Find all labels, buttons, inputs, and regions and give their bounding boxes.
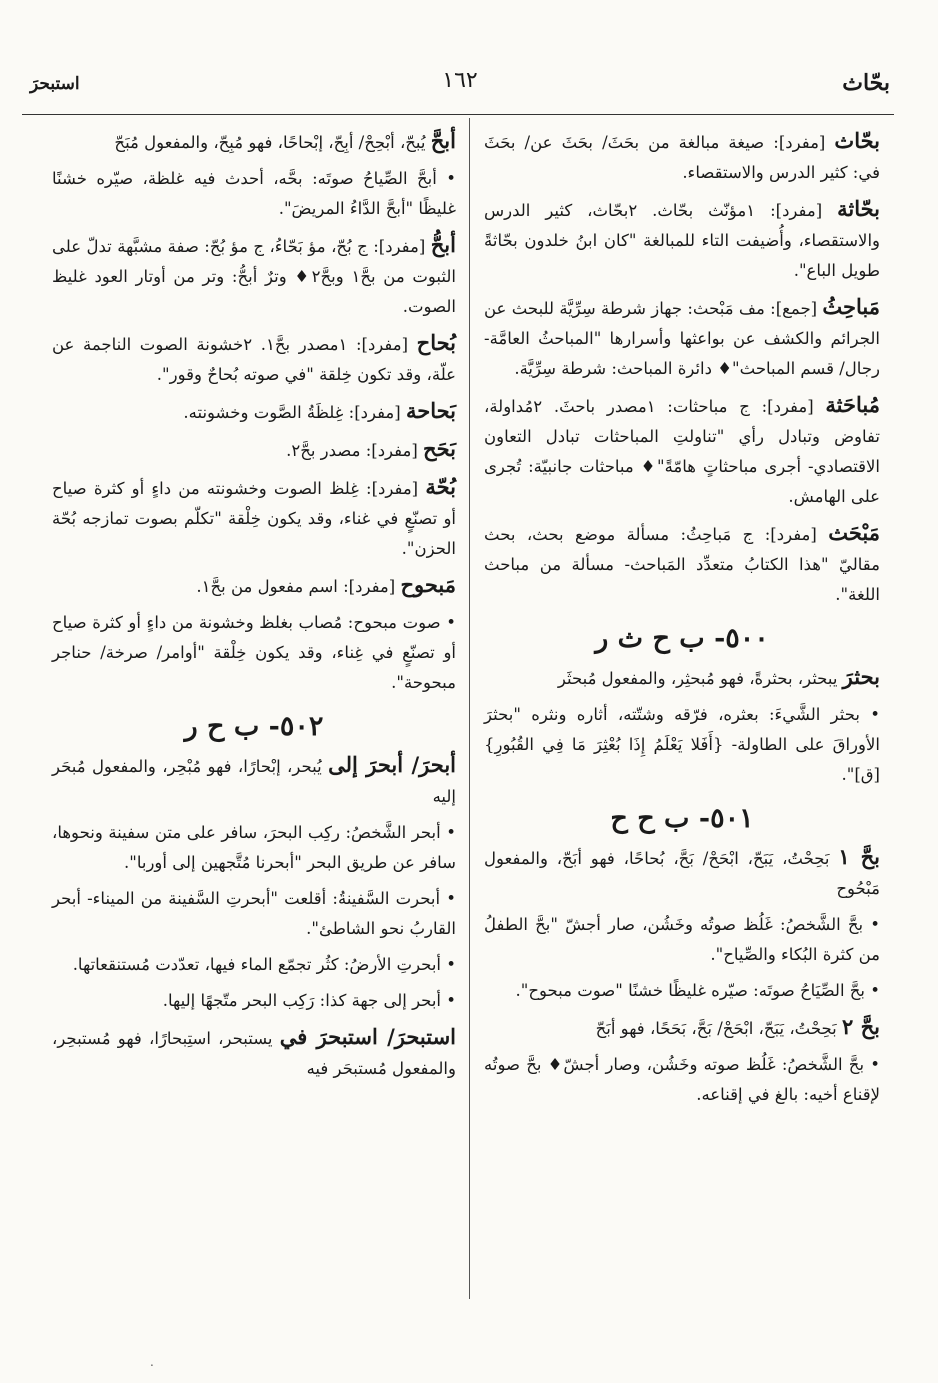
entry-definition: بَحِحْتُ، يَبَحّ، ابْحَحْ/ بَحَّ، بَحَحًا، فهو أبَحّ bbox=[595, 1019, 837, 1038]
sense-line: • صوت مبحوح: مُصاب بغلظ وخشونة من داءٍ أو كثرة صياح أو تصنّعٍ في غِناء، وقد يكون خِلْقة "أوامر/ صرخة/ حناجر مبحوحة". bbox=[52, 608, 456, 698]
dictionary-entry bbox=[52, 750, 456, 812]
entry-definition: [مفرد]: ج بُحّ، مؤ بَحّاءُ، ج مؤ بُحّ: صفة مشبَّهة تدلّ على الثبوت من بحَّ١ وبحَّ٢♦ وترٌ أبحُّ: وتر من أوتار العود غليظ الصوت. bbox=[52, 237, 456, 316]
dictionary-entry bbox=[484, 518, 880, 610]
entry-definition: [جمع]: مف مَبْحث: جهاز شرطة سِرِّيَّة للبحث عن الجرائم والكشف عن بواعثها وأسرارها "المباحثُ العامَّة- رجال/ قسم المباحث"♦ دائرة المباحث: شرطة سِرِّيَّة. bbox=[484, 299, 880, 378]
entry-definition: يستبحر، استِبحارًا، فهو مُستبحِر، والمفعول مُستبحَر فيه bbox=[52, 1029, 456, 1078]
sense-line: • أبحَّ الصِّياحُ صوتَه: بحَّه، أحدث فيه غلظة، صيّره خشنًا غليظًا "أبحَّ الدَّاءُ المريضَ". bbox=[52, 164, 456, 224]
dictionary-entry bbox=[484, 194, 880, 286]
sense-line: • أبحر إلى جهة كذا: رَكِب البحر متّجهًا إليها. bbox=[52, 986, 456, 1016]
entry-headword: مَباحِثُ bbox=[822, 294, 880, 319]
entry-headword: بُحاح bbox=[416, 330, 456, 355]
dictionary-entry bbox=[484, 390, 880, 512]
entry-definition: [مفرد]: ج مَباحِثُ: مسألة موضع بحث، بحث مقاليّ "هذا الكتابُ متعدِّد المَباحث- مسألة من مباحث اللغة". bbox=[484, 525, 880, 604]
running-headword-first: بحّاث bbox=[842, 70, 890, 96]
entry-headword: استبحرَ/ استبحرَ في bbox=[279, 1024, 457, 1049]
header-rule bbox=[22, 114, 894, 115]
sense-line: • بحَّ الشَّخصُ: غَلُظ صوته وخَشُن، وصار أجشّ♦ بحَّ صوتُه لإقناع أخيه: بالغ في إقناعه. bbox=[484, 1050, 880, 1110]
sense-line: • بحَّ الشَّخصُ: غَلُظ صوتُه وخَشُن، صار أجشّ "بحَّ الطفلُ من كثرة البُكاء والصِّياح". bbox=[484, 910, 880, 970]
entry-definition: [مفرد]: ١مصدر بحَّ١. ٢خشونة الصوت الناجمة عن علّة، وقد تكون خِلقة "في صوته بُحاحٌ وقور". bbox=[52, 335, 456, 384]
entry-definition: يُبحّ، أبْحِحْ/ أبِحّ، إبْحاحًا، فهو مُبِحّ، والمفعول مُبَحّ bbox=[114, 133, 426, 152]
dictionary-entry bbox=[52, 570, 456, 602]
root-heading: ٥٠١- ب ح ح bbox=[610, 803, 754, 834]
dictionary-entry bbox=[484, 126, 880, 188]
dictionary-entry bbox=[52, 230, 456, 322]
entry-headword: بحَّ ١ bbox=[838, 844, 880, 869]
right-column bbox=[484, 126, 880, 1116]
entry-headword: أبحُّ bbox=[430, 232, 456, 257]
dictionary-entry bbox=[484, 842, 880, 904]
page-mark: . bbox=[150, 1355, 154, 1369]
dictionary-entry bbox=[52, 1022, 456, 1084]
entry-headword: بحَّ ٢ bbox=[842, 1014, 880, 1039]
root-heading: ٥٠٠- ب ح ث ر bbox=[595, 623, 769, 654]
sense-line: • أبحرت السَّفينةُ: أقلعت "أبحرتِ السَّفينة من الميناء- أبحر القاربُ نحو الشاطئ". bbox=[52, 884, 456, 944]
dictionary-entry bbox=[484, 662, 880, 694]
dictionary-entry bbox=[52, 126, 456, 158]
entry-definition: [مفرد]: مصدر بحَّ٢. bbox=[286, 441, 418, 460]
entry-headword: مَبْحَث bbox=[828, 520, 881, 545]
running-headword-last: استبحرَ bbox=[30, 74, 80, 94]
dictionary-entry bbox=[484, 1012, 880, 1044]
entry-headword: بَحَح bbox=[423, 436, 456, 461]
entry-definition: [مفرد]: صيغة مبالغة من بحَثَ/ بحَثَ عن/ بحَثَ في: كثير الدرس والاستقصاء. bbox=[484, 133, 880, 182]
page-header bbox=[30, 62, 890, 102]
entry-definition: [مفرد]: غِلظ الصوت وخشونته من داءٍ أو كثرة صياح أو تصنّعٍ في غناء، وقد يكون خِلْقة "تكلّم بصوت تمازجه بُحّة الحزن". bbox=[52, 479, 456, 558]
sense-line: • بحَّ الصِّيَاحُ صوتَه: صيّره غليظًا خشنًا "صوت مبحوح". bbox=[484, 976, 880, 1006]
entry-definition: [مفرد]: اسم مفعول من بحَّ١. bbox=[196, 577, 396, 596]
left-column bbox=[52, 126, 456, 1090]
dictionary-entry bbox=[484, 292, 880, 384]
entry-headword: مَبحوح bbox=[400, 572, 456, 597]
dictionary-entry bbox=[52, 434, 456, 466]
page-number: ١٦٢ bbox=[442, 68, 478, 93]
sense-line: • أبحر الشَّخصُ: ركِب البحرَ، سافر على متن سفينة ونحوها، سافر عن طريق البحر "أبحرنا مُتَّجهين إلى أوربا". bbox=[52, 818, 456, 878]
entry-definition: [مفرد]: ج مباحثات: ١مصدر باحثَ. ٢مُداولة، تفاوض وتبادل رأي "تناولتِ المباحثات تبادل التعاون الاقتصادي- أجرى مباحثاتٍ هامّةً"♦ مباحثات جانبيّة: تُجرى على الهامش. bbox=[484, 397, 880, 506]
sense-line: • بحثر الشَّيءَ: بعثره، فرّقه وشتّته، أثاره ونثره "بحثرَ الأوراقَ على الطاولة- {أَفَلا يَعْلَمُ إِذَا بُعْثِرَ مَا فِي القُبُورِ} [ق]". bbox=[484, 700, 880, 790]
entry-headword: أبحَّ bbox=[430, 128, 456, 153]
dictionary-entry bbox=[52, 396, 456, 428]
entry-headword: بَحاحة bbox=[405, 398, 456, 423]
entry-headword: بُحّة bbox=[425, 474, 456, 499]
entry-headword: مُباحَثة bbox=[825, 392, 880, 417]
entry-definition: يبحثر، بحثرةً، فهو مُبحثِر، والمفعول مُبحثَر bbox=[557, 669, 838, 688]
entry-headword: أبحرَ/ أبحرَ إلى bbox=[328, 752, 456, 777]
entry-definition: [مفرد]: ١مؤنّث بحّاث. ٢بحّاث، كثير الدرس والاستقصاء، وأُضيفت التاء للمبالغة "كان ابنُ خلدون بحّاثةً طويل الباع". bbox=[484, 201, 880, 280]
entry-definition: [مفرد]: غِلظَةُ الصَّوت وخشونته. bbox=[183, 403, 401, 422]
entry-definition: بَحِحْتُ، يَبَحّ، ابْحَحْ/ بَحَّ، بُحاحًا، فهو أبَحّ، والمفعول مَبْحُوح bbox=[484, 849, 880, 898]
column-divider bbox=[469, 118, 470, 1299]
entry-headword: بحّاثة bbox=[837, 196, 880, 221]
entry-definition: يُبحر، إبْحارًا، فهو مُبْحِر، والمفعول مُبحَر إليه bbox=[52, 757, 456, 806]
dictionary-entry bbox=[52, 328, 456, 390]
root-heading: ٥٠٢- ب ح ر bbox=[184, 711, 324, 742]
sense-line: • أبحرتِ الأرضُ: كثُر تجمّع الماء فيها، تعدّدت مُستنقعاتها. bbox=[52, 950, 456, 980]
dictionary-entry bbox=[52, 472, 456, 564]
entry-headword: بحّاث bbox=[834, 128, 880, 153]
entry-headword: بحثرَ bbox=[842, 664, 880, 689]
